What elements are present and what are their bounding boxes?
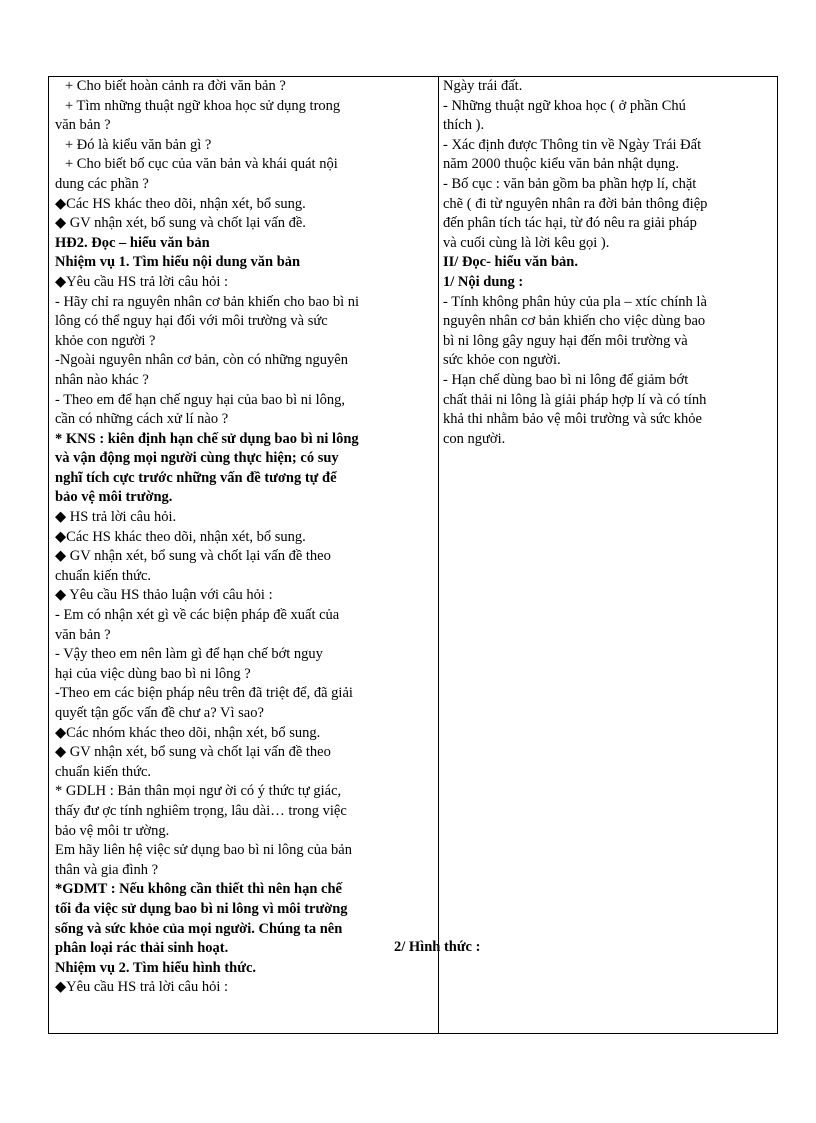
right-line: Ngày trái đất. <box>443 78 523 94</box>
left-line: tối đa việc sử dụng bao bì ni lông vì môi trường <box>55 900 348 917</box>
left-line: văn bản ? <box>55 117 111 134</box>
left-line: ◆Yêu cầu HS trả lời câu hỏi : <box>55 979 229 996</box>
right-line: 1/ Nội dung : <box>443 273 524 290</box>
left-line: ◆Các nhóm khác theo dõi, nhận xét, bổ sung. <box>55 724 321 741</box>
left-line: ◆ Yêu cầu HS thảo luận với câu hỏi : <box>55 587 273 604</box>
right-line: nguyên nhân cơ bản khiến cho việc dùng bao <box>443 313 706 330</box>
left-line: phân loại rác thải sinh hoạt. <box>55 940 229 957</box>
left-line: chuẩn kiến thức. <box>55 763 152 780</box>
right-line: sức khỏe con người. <box>443 352 561 369</box>
lesson-table <box>48 76 778 1034</box>
left-line: + Đó là kiểu văn bản gì ? <box>65 136 212 153</box>
left-line: * KNS : kiên định hạn chế sử dụng bao bì ni lông <box>55 430 359 447</box>
section-heading-form: 2/ Hình thức : <box>394 939 481 955</box>
left-line: HĐ2. Đọc – hiểu văn bản <box>55 234 210 251</box>
content-column <box>443 77 773 449</box>
right-line: và cuối cùng là lời kêu gọi ). <box>443 234 610 251</box>
right-line: chẽ ( đi từ nguyên nhân ra đời bản thông điệp <box>443 195 708 212</box>
left-line: ◆Các HS khác theo dõi, nhận xét, bổ sung. <box>55 195 306 212</box>
left-line: Nhiệm vụ 2. Tìm hiểu hình thức. <box>55 959 257 976</box>
left-line: -Ngoài nguyên nhân cơ bản, còn có những nguyên <box>55 352 348 369</box>
right-line: năm 2000 thuộc kiểu văn bản nhật dụng. <box>443 156 679 173</box>
left-line: - Em có nhận xét gì về các biện pháp đề xuất của <box>55 607 340 624</box>
left-line: sống và sức khỏe của mọi người. Chúng ta nên <box>55 920 343 937</box>
right-line: II/ Đọc- hiểu văn bản. <box>443 254 578 271</box>
left-line: ◆ GV nhận xét, bổ sung và chốt lại vấn đề. <box>55 215 306 232</box>
left-line: ◆Yêu cầu HS trả lời câu hỏi : <box>55 273 229 290</box>
left-line: khỏe con người ? <box>55 332 156 349</box>
left-line: nghĩ tích cực trước những vấn đề tương tự để <box>55 469 337 486</box>
left-line: bảo vệ môi trường. <box>55 489 173 506</box>
right-line: khả thi nhằm bảo vệ môi trường và sức khỏe <box>443 411 702 428</box>
right-line: bì ni lông gây nguy hại đến môi trường và <box>443 332 688 349</box>
left-line: ◆ GV nhận xét, bổ sung và chốt lại vấn đề theo <box>55 744 331 761</box>
teacher-activity-column <box>55 77 433 998</box>
right-line: đến phân tích tác hại, từ đó nêu ra giải pháp <box>443 215 697 232</box>
left-line: hại của việc dùng bao bì ni lông ? <box>55 665 251 682</box>
left-line: -Theo em các biện pháp nêu trên đã triệt để, đã giải <box>55 685 353 702</box>
left-line: ◆ GV nhận xét, bổ sung và chốt lại vấn đề theo <box>55 548 331 565</box>
right-line: con người. <box>443 430 506 447</box>
left-line: + Cho biết hoàn cảnh ra đời văn bản ? <box>65 78 286 94</box>
left-line: ◆ HS trả lời câu hỏi. <box>55 509 177 526</box>
left-line: thấy đư ợc tính nghiêm trọng, lâu dài… trong việc <box>55 802 347 819</box>
left-line: quyết tận gốc vấn đề chư a? Vì sao? <box>55 705 264 721</box>
right-line: chất thải ni lông là giải pháp hợp lí và có tính <box>443 391 707 408</box>
right-line: - Hạn chế dùng bao bì ni lông để giảm bớt <box>443 371 689 388</box>
left-line: cần có những cách xử lí nào ? <box>55 411 229 428</box>
left-line: * GDLH : Bản thân mọi ngư ời có ý thức tự giác, <box>55 783 342 800</box>
left-line: - Theo em để hạn chế nguy hại của bao bì ni lông, <box>55 391 346 408</box>
left-line: lông có thể nguy hại đối với môi trường và sức <box>55 313 328 330</box>
right-line: - Những thuật ngữ khoa học ( ở phần Chú <box>443 97 686 114</box>
left-line: và vận động mọi người cùng thực hiện; có suy <box>55 450 339 467</box>
right-line: - Xác định được Thông tin về Ngày Trái Đất <box>443 136 702 153</box>
left-line: + Cho biết bố cục của văn bản và khái quát nội <box>65 156 338 173</box>
right-line: - Bố cục : văn bản gồm ba phần hợp lí, chặt <box>443 175 697 192</box>
left-line: + Tìm những thuật ngữ khoa học sử dụng trong <box>65 97 341 114</box>
left-line: chuẩn kiến thức. <box>55 567 152 584</box>
right-line: - Tính không phân hủy của pla – xtíc chính là <box>443 293 707 310</box>
left-line: Nhiệm vụ 1. Tìm hiểu nội dung văn bản <box>55 254 301 271</box>
left-line: nhân nào khác ? <box>55 371 149 388</box>
left-line: *GDMT : Nếu không cần thiết thì nên hạn chế <box>55 881 342 898</box>
left-line: - Vậy theo em nên làm gì để hạn chế bớt nguy <box>55 646 323 663</box>
right-line: thích ). <box>443 117 485 134</box>
left-line: Em hãy liên hệ việc sử dụng bao bì ni lông của bản <box>55 842 352 859</box>
left-line: dung các phần ? <box>55 175 149 192</box>
left-line: văn bản ? <box>55 626 111 643</box>
left-line: ◆Các HS khác theo dõi, nhận xét, bổ sung. <box>55 528 306 545</box>
left-line: bảo vệ môi tr ường. <box>55 822 170 839</box>
left-line: thân và gia đình ? <box>55 861 159 878</box>
left-line: - Hãy chỉ ra nguyên nhân cơ bản khiến cho bao bì ni <box>55 293 360 310</box>
column-divider <box>438 77 439 1033</box>
